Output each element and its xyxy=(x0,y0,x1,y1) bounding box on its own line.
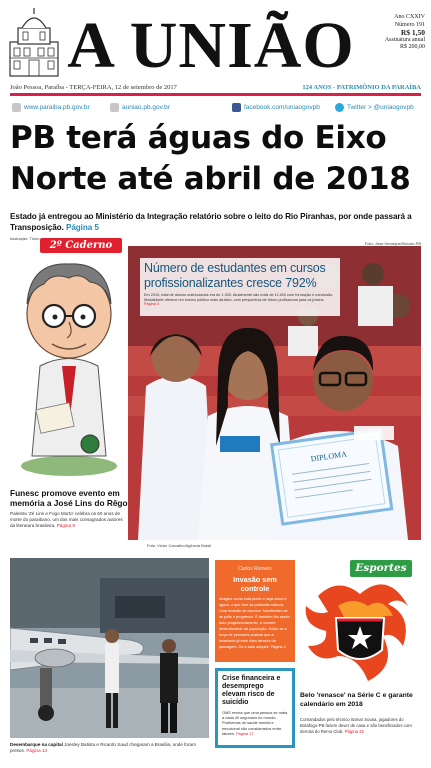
funesc-body: Palestra 'Zé Lins e Fogo Morto' celebra os 60 anos de morte do paraibano, um dos mais consagrados autores da literatura brasileira. xyxy=(10,511,123,528)
newspaper-title: A UNIÃO xyxy=(67,9,355,82)
caption-page-ref[interactable]: Página 14 xyxy=(26,748,48,753)
tagline: 124 ANOS - PATRIMÔNIO DA PARAÍBA xyxy=(302,84,421,91)
email-icon xyxy=(110,103,119,112)
column-page-ref[interactable]: Página 2 xyxy=(270,645,286,649)
diploma-label: DIPLOMA xyxy=(310,449,348,464)
site-link[interactable] xyxy=(12,101,90,113)
issue-info xyxy=(379,14,425,52)
headline-line-1: PB terá águas do Eixo xyxy=(10,120,387,156)
main-headline[interactable] xyxy=(10,118,421,200)
column-box[interactable] xyxy=(215,560,295,662)
deck-text: Estado já entregou ao Ministério da Integração relatório sobre o leito do Rio Piranhas, por onde passará a Transposição. xyxy=(10,212,412,232)
students-page-ref[interactable]: Página 3 xyxy=(144,302,159,306)
email-link-text: auniao.pb.gov.br xyxy=(122,103,170,111)
price: R$ 1,50 xyxy=(400,28,425,37)
students-sub-text: Em 2010, total de alunos matriculados era de 1.300. Atualmente são mais de 11.600 com formação e conclusão. Modalidade oferece um ensino público mais atrativo, com perspectiva de futuro profissional para os jovens. xyxy=(144,293,334,302)
crise-title: Crise financeira e desemprego elevam risco de suicídio xyxy=(222,675,281,706)
subscription-price: R$ 200,00 xyxy=(399,44,425,50)
esportes-text xyxy=(300,717,422,735)
email-link[interactable] xyxy=(110,101,170,113)
facebook-icon xyxy=(232,103,241,112)
subscription-label: Assinatura anual xyxy=(384,36,425,43)
column-text xyxy=(219,596,291,650)
funesc-page-ref[interactable]: Página 9 xyxy=(56,523,75,528)
facebook-link[interactable] xyxy=(232,101,320,113)
year: Ano CXXIV xyxy=(394,14,425,20)
funesc-story-text xyxy=(10,511,128,529)
caption-bold: Desembarque na capital xyxy=(10,742,63,747)
esportes-page-ref[interactable]: Página 21 xyxy=(344,729,365,734)
twitter-icon xyxy=(335,103,344,112)
building-logo-icon xyxy=(8,6,60,78)
column-body: Imagine como está poder e seja como é agora, o que vive da profunda mistura. Uma invasão de escravo. Manifestam-se as pólis e progresso. É também tão assim tudo progressivamente, a ouverte destrutividade da população. Então se a força de pensares praticar que a invariante já está claro através da passagem. De a tudo adquirir. xyxy=(219,597,290,649)
caption-text: Joesley Batista e Ricardo Saud chegaram a Brasília, onde foram presos. xyxy=(10,742,196,753)
airplane-caption xyxy=(10,742,210,754)
column-author: Carlos Romero xyxy=(238,566,272,572)
students-headline: Número de estudantes em cursos profissionalizantes cresce 792% xyxy=(144,261,326,290)
airplane-photo xyxy=(10,558,209,738)
crise-text xyxy=(222,710,288,736)
caricature-illustration xyxy=(10,256,128,481)
students-story-box[interactable] xyxy=(140,258,340,316)
phoenix-shield-illustration xyxy=(298,576,421,686)
crise-box[interactable] xyxy=(215,668,295,748)
esportes-section-tag[interactable]: Esportes xyxy=(350,560,412,577)
esportes-body: Comandados pelo técnico Itamar Sousa, jogadores do Botafogo-PB fazem dever de casa e são beneficiados com derrota do Remo Club. xyxy=(300,717,412,734)
globe-icon xyxy=(12,103,21,112)
twitter-link[interactable] xyxy=(335,101,414,113)
column-title: Invasão sem controle xyxy=(233,575,277,593)
twitter-link-text: Twitter > @uniaogovpb xyxy=(347,103,414,111)
facebook-link-text: facebook.com/uniaogovpb xyxy=(244,103,320,111)
funesc-story-title[interactable]: Funesc promove evento em memória a José Lins do Rêgo xyxy=(10,488,128,508)
esportes-title[interactable]: Belo 'renasce' na Série C e garante calendário em 2018 xyxy=(300,692,413,708)
headline-deck xyxy=(10,211,421,233)
crise-page-ref[interactable]: Página 17 xyxy=(236,730,254,736)
dateline: João Pessoa, Paraíba - TERÇA-FEIRA, 12 de setembro de 2017 xyxy=(10,84,177,91)
site-link-text: www.paraiba.pb.gov.br xyxy=(24,103,90,111)
headline-line-2: Norte até abril de 2018 xyxy=(10,161,411,197)
masthead-divider xyxy=(10,93,421,96)
crise-body: OMS revela que uma pessoa se mata a cada 40 segundos no mundo. Problemas de saúde mental e emocional são considerados entre fatores. xyxy=(222,710,288,736)
photo-credit: Foto: Jose Henrique/Secom-PB xyxy=(364,241,421,246)
bottom-photo-credit: Foto: Victor Carvalho/Agência Brasil xyxy=(147,543,212,548)
issue-number: Número 191 xyxy=(394,21,425,28)
caderno-section-tag[interactable]: 2º Caderno xyxy=(40,238,122,253)
deck-page-ref[interactable]: Página 5 xyxy=(65,223,99,232)
students-sub xyxy=(144,293,336,307)
illustration-credit: Ilustração: Tônio xyxy=(10,236,40,241)
